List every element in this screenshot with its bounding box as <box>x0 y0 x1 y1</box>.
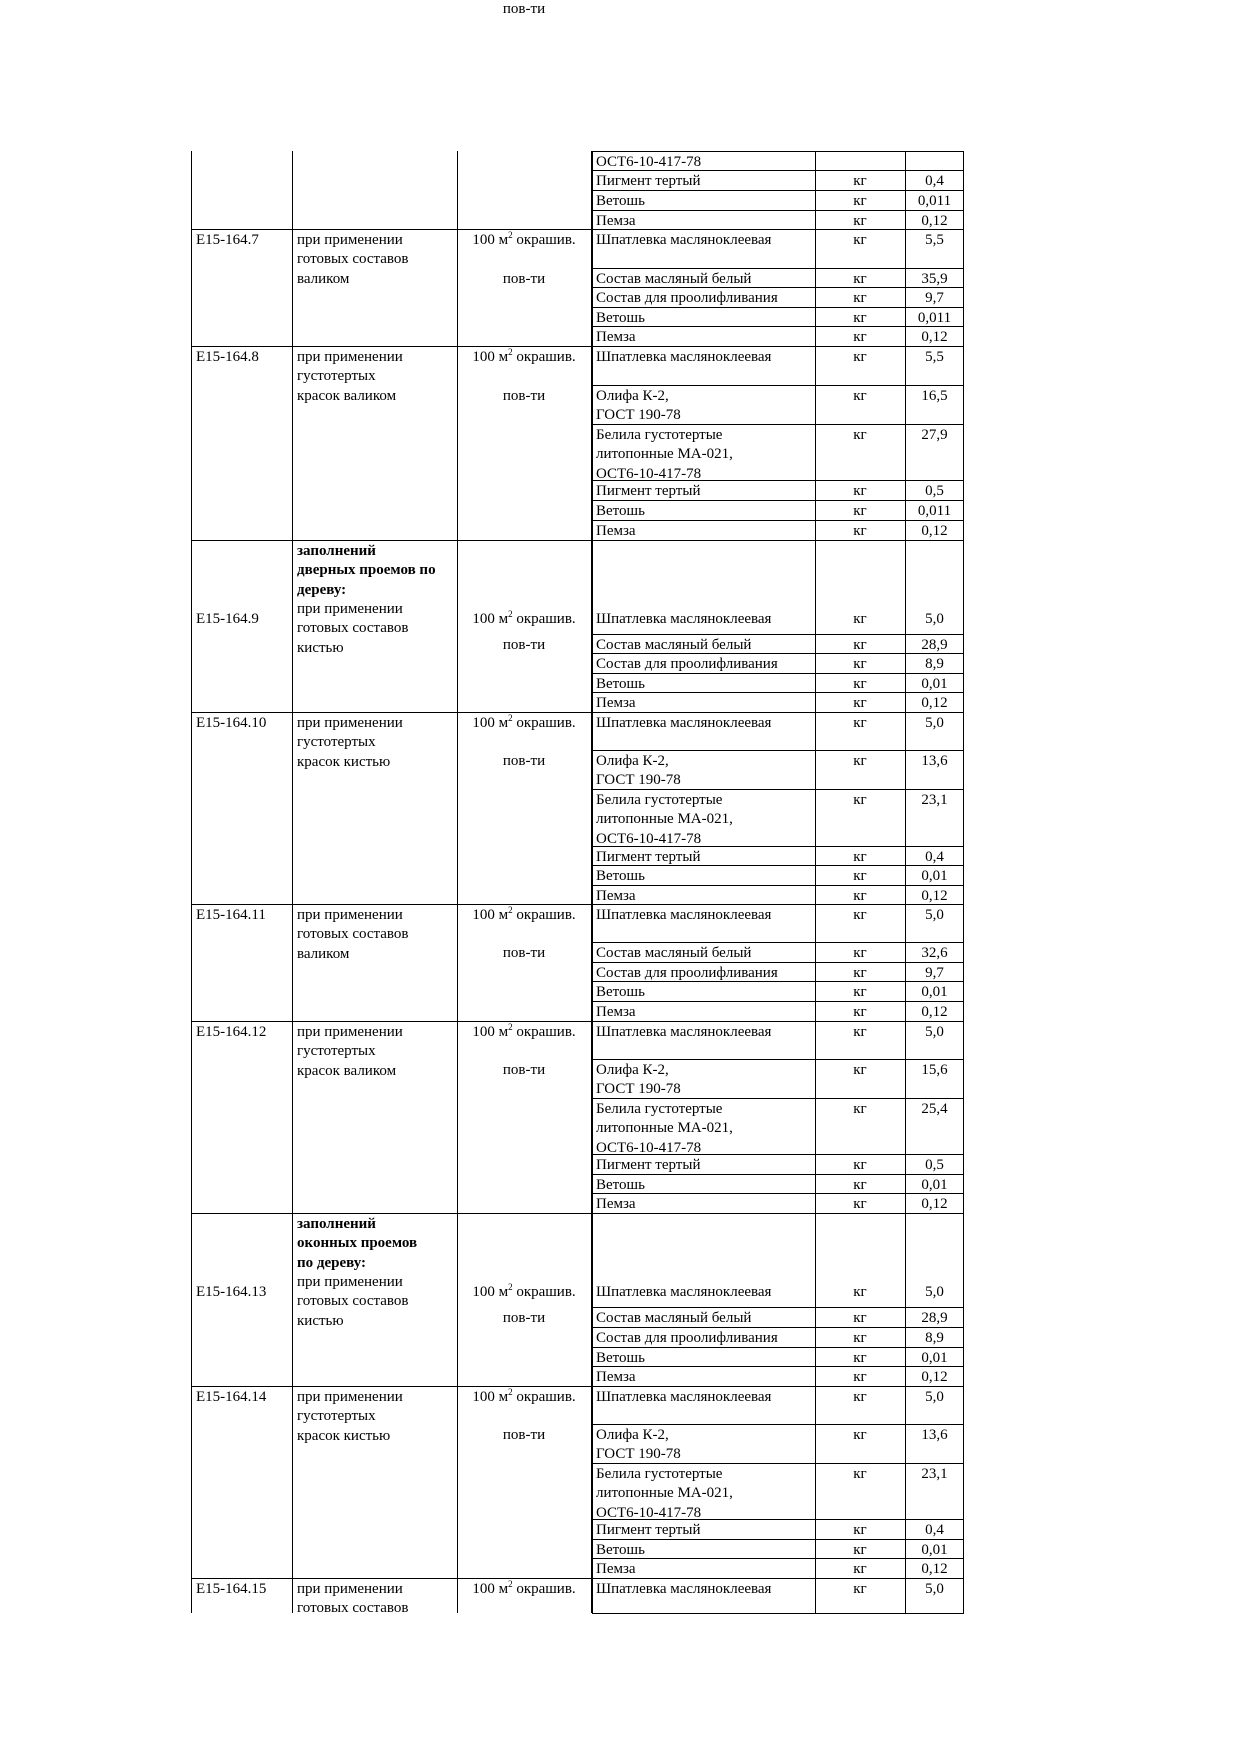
section-heading: заполнений <box>297 543 376 559</box>
norm-description: кистью <box>297 639 344 656</box>
resource-unit: кг <box>853 637 867 653</box>
measure-unit-line2: пов-ти <box>502 1 546 17</box>
resource-unit: кг <box>853 271 867 287</box>
norm-description: готовых составов <box>297 620 409 637</box>
norm-code: Е15-164.12 <box>196 1024 267 1040</box>
resource-name: ГОСТ 190-78 <box>596 1446 681 1463</box>
resource-value: 5,0 <box>925 907 944 923</box>
norm-description: густотертых <box>297 1408 376 1425</box>
resource-value: 13,6 <box>921 1427 948 1443</box>
norm-description: готовых составов <box>297 926 409 943</box>
resource-name: литопонные МА-021, <box>596 446 733 463</box>
norm-description: готовых составов <box>297 251 409 268</box>
resource-name: Пемза <box>596 1369 636 1385</box>
group-separator <box>191 1021 591 1022</box>
norm-code: Е15-164.9 <box>196 610 259 627</box>
resource-unit: кг <box>853 1101 867 1117</box>
norm-description: красок валиком <box>297 1062 397 1079</box>
norm-code: Е15-164.8 <box>196 349 259 365</box>
resource-name: Олифа К-2, <box>596 753 669 769</box>
group-separator <box>191 540 591 541</box>
resource-unit: кг <box>853 907 867 923</box>
resource-unit: кг <box>853 610 867 627</box>
resource-name: Пигмент тертый <box>596 1157 701 1173</box>
resource-name: Пемза <box>596 1196 636 1212</box>
resource-name: Ветошь <box>596 310 645 326</box>
resource-unit: кг <box>853 1310 867 1326</box>
resource-unit: кг <box>853 232 867 248</box>
resource-name: Пемза <box>596 1561 636 1577</box>
resource-value: 0,011 <box>917 193 952 209</box>
norm-description: кистью <box>297 1312 344 1329</box>
resource-name: Пемза <box>596 695 636 711</box>
norm-description: красок кистью <box>297 753 391 770</box>
resource-name: ГОСТ 190-78 <box>596 772 681 789</box>
measure-unit-line2: пов-ти <box>502 388 546 404</box>
resource-value: 5,0 <box>925 1389 944 1405</box>
resource-value: 15,6 <box>921 1062 948 1078</box>
resource-value: 25,4 <box>921 1101 948 1117</box>
measure-unit-line2: пов-ти <box>502 271 546 287</box>
resource-value: 9,7 <box>925 290 944 306</box>
resource-value: 0,4 <box>925 849 944 865</box>
resource-unit: кг <box>853 1283 867 1300</box>
resource-name: Состав для проолифливания <box>596 290 778 306</box>
resource-value: 0,12 <box>921 213 948 229</box>
resource-unit: кг <box>853 1004 867 1020</box>
measure-unit: 100 $м^2$ окрашив. <box>472 713 576 731</box>
norm-description: при применении <box>297 715 403 731</box>
resource-name: ОСТ6-10-417-78 <box>596 1504 702 1521</box>
resource-name: Олифа К-2, <box>596 1062 669 1078</box>
section-heading: по дереву: <box>297 1254 367 1271</box>
resource-name: Ветошь <box>596 1350 645 1366</box>
resource-value: 0,01 <box>921 1542 948 1558</box>
resource-name: литопонные МА-021, <box>596 1485 733 1502</box>
resource-name: ОСТ6-10-417-78 <box>596 1139 702 1156</box>
resource-value: 0,12 <box>921 1561 948 1577</box>
resource-value: 0,01 <box>921 868 948 884</box>
group-separator <box>191 712 591 713</box>
group-separator <box>191 1213 591 1214</box>
resource-value: 0,12 <box>921 329 948 345</box>
measure-unit: 100 $м^2$ окрашив. <box>472 1022 576 1040</box>
resource-value: 5,0 <box>925 1581 944 1597</box>
resource-name: Ветошь <box>596 193 645 209</box>
resource-value: 0,12 <box>921 695 948 711</box>
resource-name: Состав масляный белый <box>596 271 752 287</box>
norm-description: готовых составов <box>297 1600 409 1617</box>
measure-unit: 100 $м^2$ окрашив. <box>472 1281 576 1300</box>
resource-unit: кг <box>853 1157 867 1173</box>
group-separator <box>191 346 591 347</box>
resource-name: Олифа К-2, <box>596 1427 669 1443</box>
norm-description: при применении <box>297 600 403 617</box>
measure-unit-line2: пов-ти <box>502 1427 546 1443</box>
resource-value: 28,9 <box>921 1310 948 1326</box>
resource-unit: кг <box>853 503 867 519</box>
resource-value-cell <box>905 151 964 171</box>
resource-value: 0,4 <box>925 1522 944 1538</box>
resource-unit: кг <box>853 656 867 672</box>
resource-name: Белила густотертые <box>596 792 723 808</box>
resource-unit: кг <box>853 965 867 981</box>
measure-unit: 100 $м^2$ окрашив. <box>472 608 576 627</box>
resource-name: Пемза <box>596 213 636 229</box>
resource-unit: кг <box>853 1062 867 1078</box>
norm-description: при применении <box>297 1581 403 1597</box>
resource-unit: кг <box>853 523 867 539</box>
resource-value: 0,5 <box>925 1157 944 1173</box>
measure-unit: 100 $м^2$ окрашив. <box>472 905 576 923</box>
norm-code: Е15-164.7 <box>196 232 259 248</box>
norm-description: валиком <box>297 945 350 962</box>
group-separator <box>191 1578 591 1579</box>
resource-value: 23,1 <box>921 792 948 808</box>
resource-name: Пигмент тертый <box>596 173 701 189</box>
resource-value: 0,4 <box>925 173 944 189</box>
resource-name: Пемза <box>596 523 636 539</box>
resource-value: 23,1 <box>921 1466 948 1482</box>
resource-value: 5,5 <box>925 349 944 365</box>
norm-description: при применении <box>297 1389 403 1405</box>
resource-name: Состав для проолифливания <box>596 965 778 981</box>
norm-description: красок валиком <box>297 387 397 404</box>
resource-unit: кг <box>853 349 867 365</box>
resource-name: Шпатлевка масляноклеевая <box>596 1283 772 1300</box>
resource-value: 16,5 <box>921 388 948 404</box>
measure-unit-line2: пов-ти <box>502 753 546 769</box>
resource-name: литопонные МА-021, <box>596 1120 733 1137</box>
resource-name: Шпатлевка масляноклеевая <box>596 907 772 923</box>
resource-name: Шпатлевка масляноклеевая <box>596 715 772 731</box>
resource-value: 5,0 <box>925 610 944 627</box>
resource-value: 0,01 <box>921 1177 948 1193</box>
resource-unit: кг <box>853 1581 867 1597</box>
resource-name: Пемза <box>596 1004 636 1020</box>
resource-unit: кг <box>853 329 867 345</box>
resource-name: Состав для проолифливания <box>596 1330 778 1346</box>
resource-name: Шпатлевка масляноклеевая <box>596 1389 772 1405</box>
group-separator <box>191 1386 591 1387</box>
measure-unit-line2: пов-ти <box>502 1062 546 1078</box>
resource-name: Белила густотертые <box>596 1101 723 1117</box>
resource-value: 8,9 <box>925 1330 944 1346</box>
resource-name: Состав для проолифливания <box>596 656 778 672</box>
resource-unit: кг <box>853 193 867 209</box>
resource-value: 0,011 <box>917 310 952 326</box>
resource-unit: кг <box>853 1542 867 1558</box>
measure-unit: 100 $м^2$ окрашив. <box>472 230 576 248</box>
resource-value: 35,9 <box>921 271 948 287</box>
resource-unit: кг <box>853 213 867 229</box>
resource-name: Шпатлевка масляноклеевая <box>596 1581 772 1597</box>
norm-code: Е15-164.14 <box>196 1389 267 1405</box>
resource-value: 9,7 <box>925 965 944 981</box>
resource-value: 13,6 <box>921 753 948 769</box>
resource-unit: кг <box>853 715 867 731</box>
resource-name: Белила густотертые <box>596 1466 723 1482</box>
resource-name: Шпатлевка масляноклеевая <box>596 610 772 627</box>
resource-name: Шпатлевка масляноклеевая <box>596 349 772 365</box>
column-rule <box>191 151 192 1613</box>
group-separator <box>191 229 591 230</box>
resource-value: 5,0 <box>925 1283 944 1300</box>
resource-value: 28,9 <box>921 637 948 653</box>
measure-unit: 100 $м^2$ окрашив. <box>472 1579 576 1597</box>
resource-name: Ветошь <box>596 503 645 519</box>
resource-unit: кг <box>853 1350 867 1366</box>
resource-unit: кг <box>853 427 867 443</box>
resource-unit: кг <box>853 849 867 865</box>
resource-name: Ветошь <box>596 1177 645 1193</box>
norm-description: при применении <box>297 1273 403 1290</box>
resource-unit: кг <box>853 483 867 499</box>
resource-unit: кг <box>853 1196 867 1212</box>
norm-description: красок кистью <box>297 1427 391 1444</box>
resource-value: 0,5 <box>925 483 944 499</box>
resource-name: Ветошь <box>596 676 645 692</box>
resource-name: ОСТ6-10-417-78 <box>596 830 702 847</box>
resource-value: 5,0 <box>925 1024 944 1040</box>
section-heading: оконных проемов <box>297 1235 418 1252</box>
measure-unit-line2: пов-ти <box>502 637 546 653</box>
resource-unit: кг <box>853 173 867 189</box>
resource-unit: кг <box>853 1561 867 1577</box>
norm-description: густотертых <box>297 734 376 751</box>
resource-name: Ветошь <box>596 1542 645 1558</box>
resource-name: Пигмент тертый <box>596 483 701 499</box>
norm-description: при применении <box>297 232 403 248</box>
resource-name: литопонные МА-021, <box>596 811 733 828</box>
resource-unit: кг <box>853 945 867 961</box>
norm-description: валиком <box>297 270 350 287</box>
resource-value: 0,12 <box>921 888 948 904</box>
group-separator <box>191 904 591 905</box>
resource-value: 0,12 <box>921 1369 948 1385</box>
resource-value: 5,0 <box>925 715 944 731</box>
resource-unit: кг <box>853 1177 867 1193</box>
resource-name: Пемза <box>596 888 636 904</box>
resource-unit: кг <box>853 388 867 404</box>
section-heading: заполнений <box>297 1216 376 1232</box>
resource-unit: кг <box>853 1389 867 1405</box>
resource-value: 0,12 <box>921 1004 948 1020</box>
resource-name: Пигмент тертый <box>596 1522 701 1538</box>
resource-name: Состав масляный белый <box>596 945 752 961</box>
resource-name: Пигмент тертый <box>596 849 701 865</box>
resource-value: 0,01 <box>921 1350 948 1366</box>
norm-description: густотертых <box>297 368 376 385</box>
resource-unit: кг <box>853 753 867 769</box>
resource-value: 5,5 <box>925 232 944 248</box>
norm-description: при применении <box>297 907 403 923</box>
resource-name: Состав масляный белый <box>596 637 752 653</box>
resource-value: 27,9 <box>921 427 948 443</box>
resource-name: ОСТ6-10-417-78 <box>596 154 702 170</box>
resource-unit: кг <box>853 984 867 1000</box>
resource-name: Пемза <box>596 329 636 345</box>
resource-unit: кг <box>853 1427 867 1443</box>
resource-name: Шпатлевка масляноклеевая <box>596 1024 772 1040</box>
resource-unit: кг <box>853 1466 867 1482</box>
resource-value: 0,12 <box>921 1196 948 1212</box>
resource-name: Шпатлевка масляноклеевая <box>596 232 772 248</box>
norm-code: Е15-164.10 <box>196 715 267 731</box>
resource-unit: кг <box>853 1024 867 1040</box>
resource-name: Белила густотертые <box>596 427 723 443</box>
resource-value: 32,6 <box>921 945 948 961</box>
resource-value: 0,12 <box>921 523 948 539</box>
norm-code: Е15-164.15 <box>196 1581 267 1597</box>
norm-code: Е15-164.11 <box>196 907 266 923</box>
resource-unit: кг <box>853 868 867 884</box>
measure-unit-line2: пов-ти <box>502 1310 546 1326</box>
resource-unit: кг <box>853 792 867 808</box>
resource-unit: кг <box>853 1330 867 1346</box>
norm-description: при применении <box>297 349 403 365</box>
resource-name: ГОСТ 190-78 <box>596 407 681 424</box>
measure-unit: 100 $м^2$ окрашив. <box>472 347 576 365</box>
resource-name: Состав масляный белый <box>596 1310 752 1326</box>
resource-value: 0,01 <box>921 676 948 692</box>
measure-unit: 100 $м^2$ окрашив. <box>472 1387 576 1405</box>
resource-name: Олифа К-2, <box>596 388 669 404</box>
resource-unit: кг <box>853 695 867 711</box>
resource-value: 0,011 <box>917 503 952 519</box>
resource-unit: кг <box>853 676 867 692</box>
resource-unit: кг <box>853 310 867 326</box>
resource-unit-cell <box>815 151 906 171</box>
norm-description: при применении <box>297 1024 403 1040</box>
section-heading: дереву: <box>297 581 347 598</box>
norm-description: готовых составов <box>297 1293 409 1310</box>
measure-unit-line2: пов-ти <box>502 945 546 961</box>
resource-name: Ветошь <box>596 868 645 884</box>
section-heading: дверных проемов по <box>297 562 436 579</box>
resource-unit: кг <box>853 290 867 306</box>
resource-unit: кг <box>853 1522 867 1538</box>
resource-name: Ветошь <box>596 984 645 1000</box>
norm-code: Е15-164.13 <box>196 1283 267 1300</box>
resource-value: 8,9 <box>925 656 944 672</box>
resource-value: 0,01 <box>921 984 948 1000</box>
norm-description: густотертых <box>297 1043 376 1060</box>
resource-unit: кг <box>853 1369 867 1385</box>
resource-unit: кг <box>853 888 867 904</box>
resource-name: ОСТ6-10-417-78 <box>596 465 702 482</box>
resource-name: ГОСТ 190-78 <box>596 1081 681 1098</box>
